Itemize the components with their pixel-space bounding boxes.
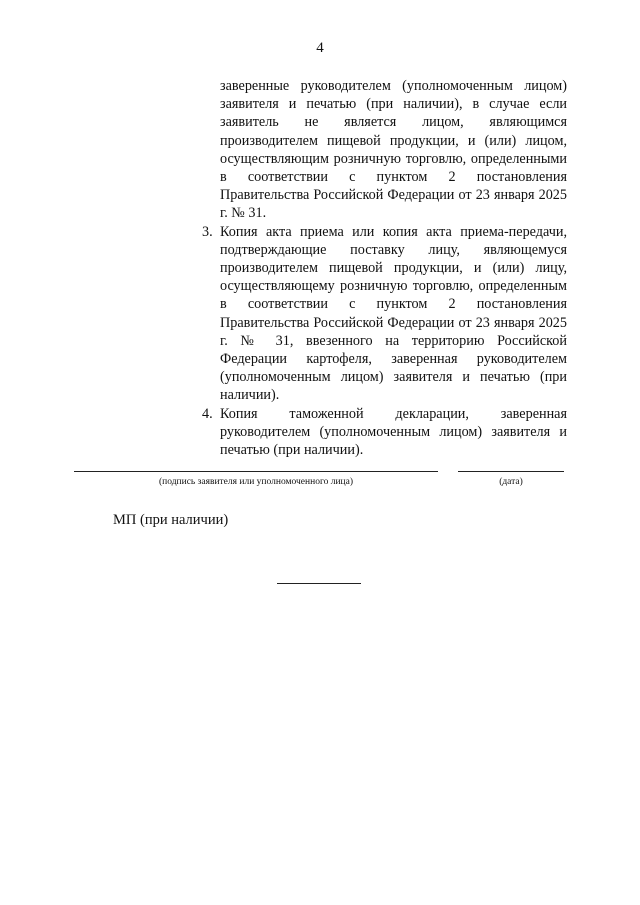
signature-line — [74, 471, 438, 472]
signature-caption: (подпись заявителя или уполномоченного лица) — [158, 477, 354, 487]
list-item-4 — [202, 405, 567, 460]
document-body — [202, 77, 567, 459]
list-item-number: 3. — [202, 223, 213, 240]
date-line — [458, 471, 564, 472]
list-item-3 — [202, 223, 567, 405]
list-item-text: Копия акта приема или копия акта приема-передачи, подтверждающие поставку лицу, являющемуся производителем пищевой продукции, и (или) лицу, осуществляющему розничную торговлю, определенным в соответствии с пунктом 2 постановления Правительства Российской Федерации от 23 января 2025 г. № 31, ввезенного на территорию Российской Федерации картофеля, заверенная руководителем (уполномоченным лицом) заявителя и печатью (при наличии). — [220, 223, 567, 404]
list-item-number: 4. — [202, 405, 213, 422]
continuation-paragraph: заверенные руководителем (уполномоченным лицом) заявителя и печатью (при наличии), в случае если заявитель не является лицом, являющимся производителем пищевой продукции, и (или) лицом, осуществляющим розничную торговлю, определенными в соответствии с пунктом 2 постановления Правительства Российской Федерации от 23 января 2025 г. № 31. — [220, 78, 567, 222]
date-caption: (дата) — [499, 477, 523, 487]
end-divider — [277, 583, 361, 584]
stamp-place-label: МП (при наличии) — [113, 512, 229, 528]
page-number: 4 — [316, 40, 324, 56]
list-item-text: Копия таможенной декларации, заверенная руководителем (уполномоченным лицом) заявителя и печатью (при наличии). — [220, 405, 567, 459]
